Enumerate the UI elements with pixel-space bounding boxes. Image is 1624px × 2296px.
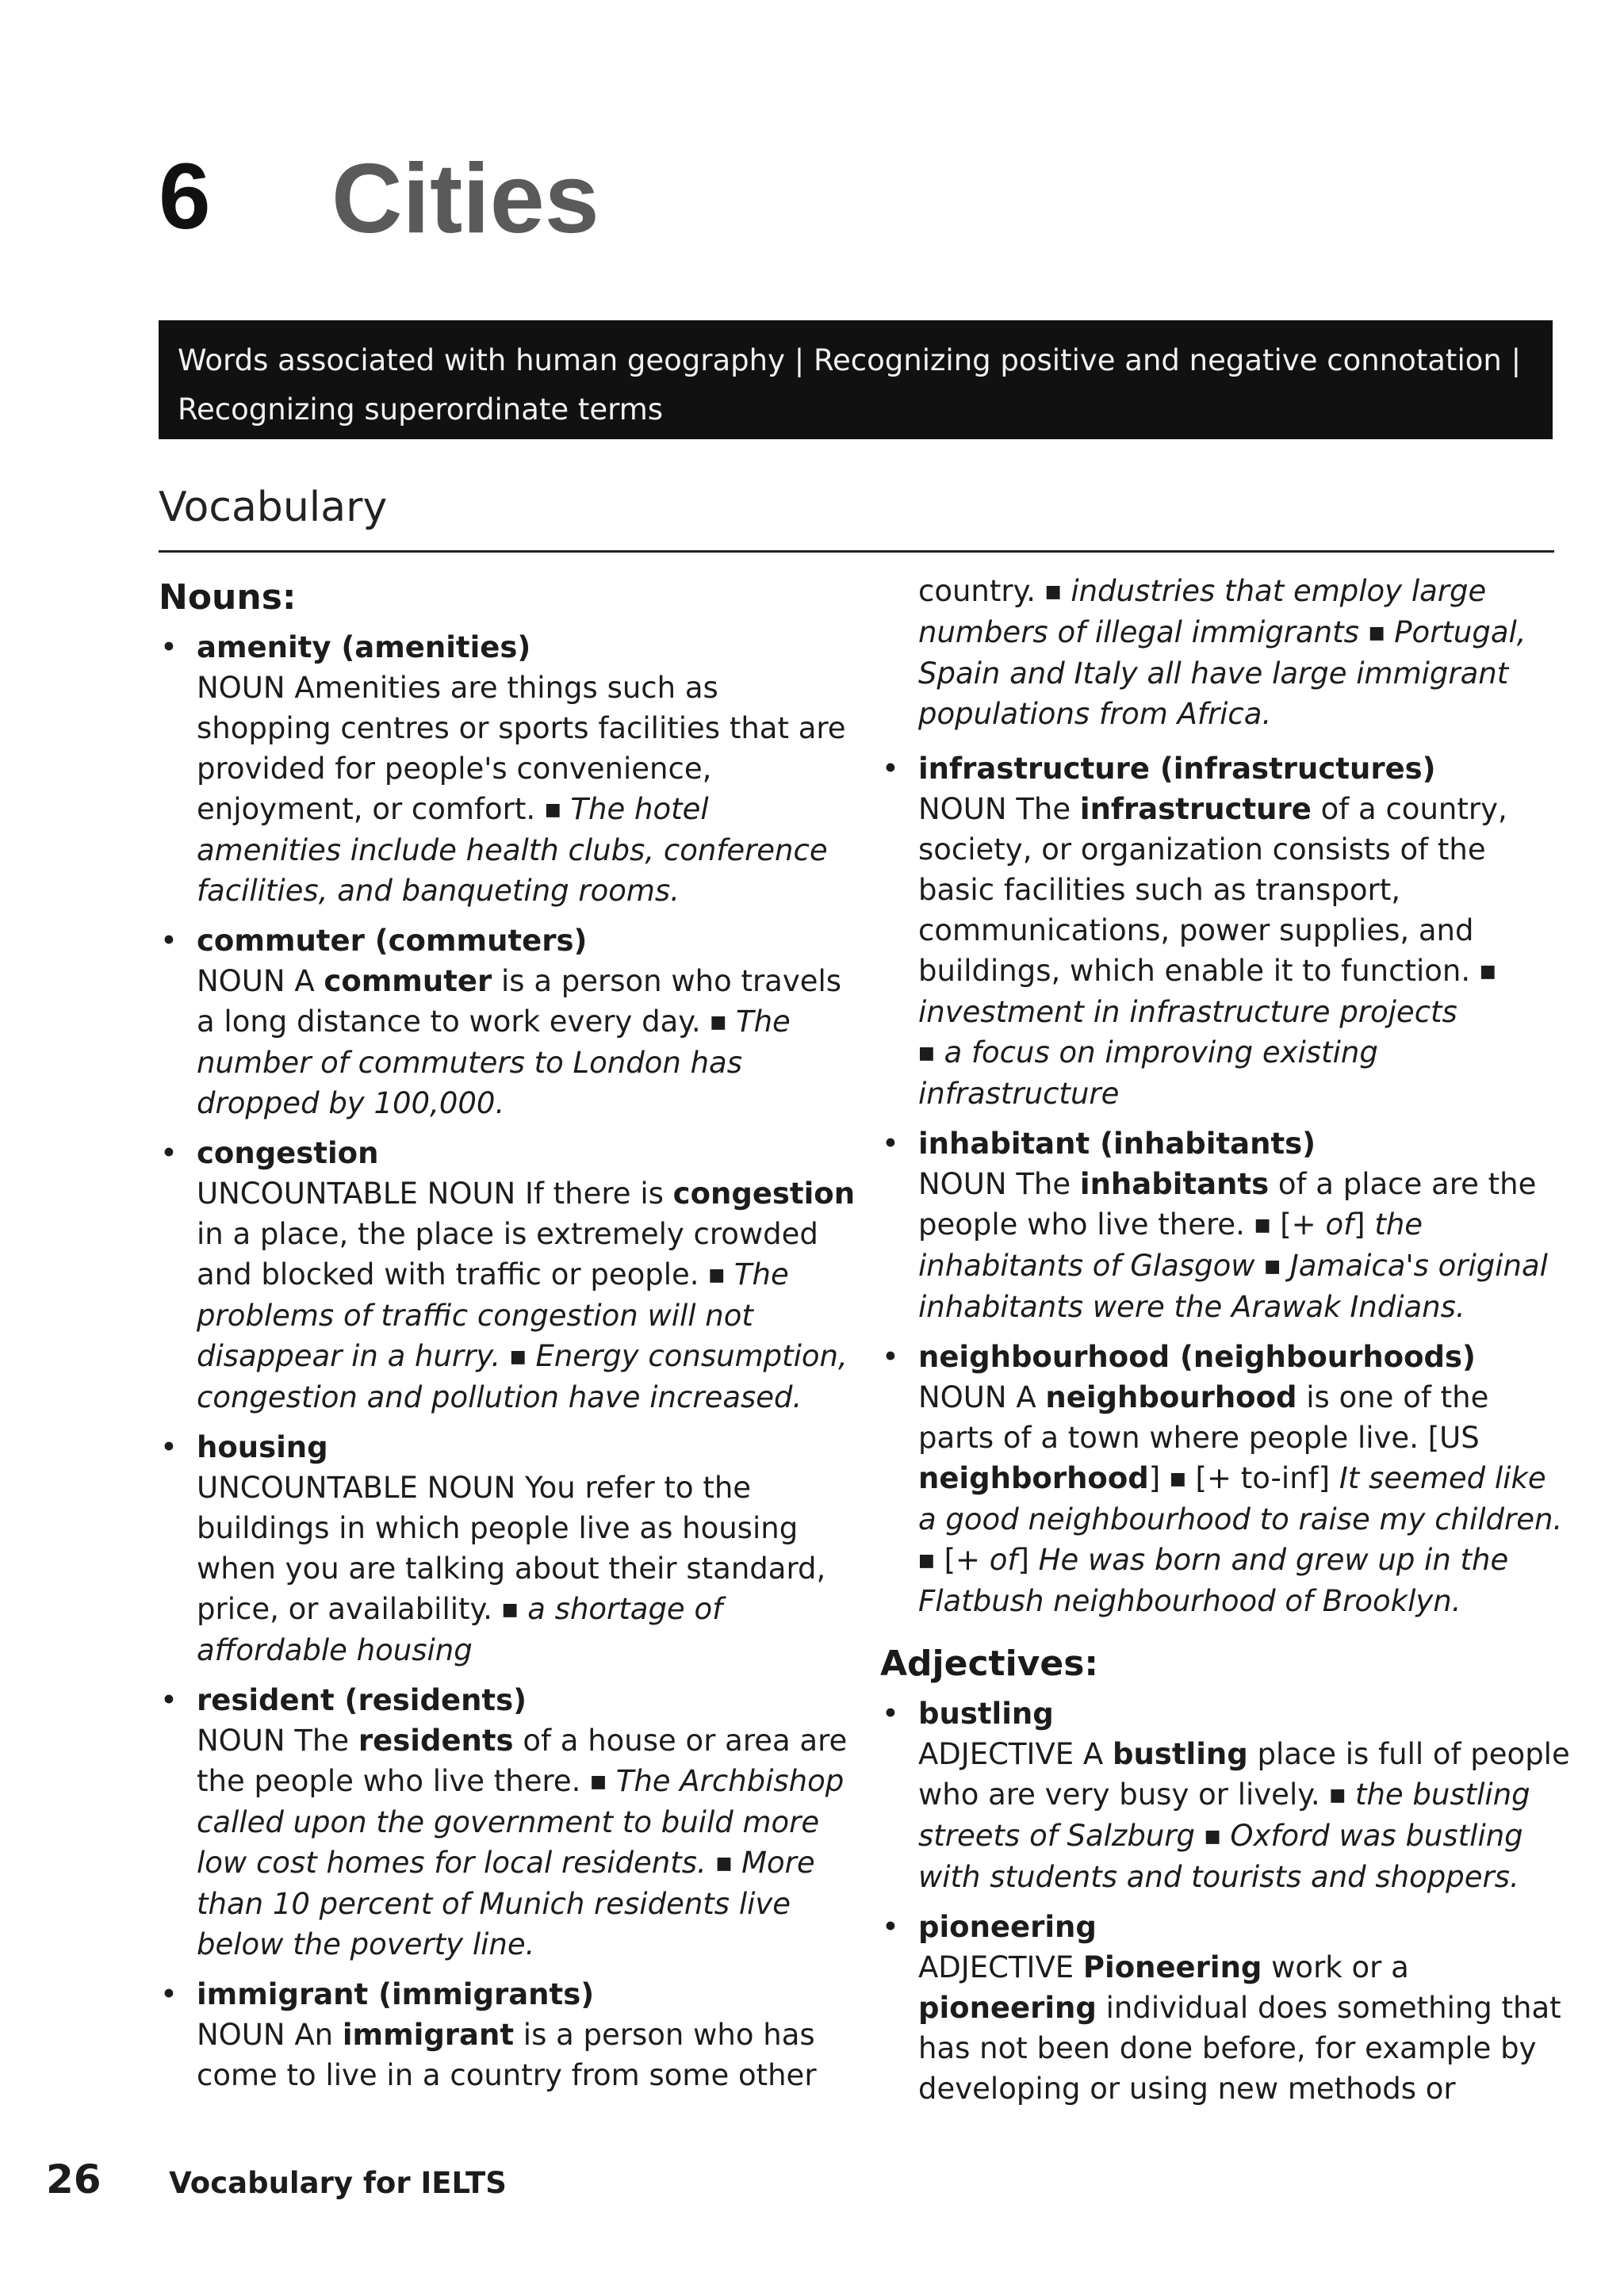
banner-line-2: Recognizing superordinate terms (178, 392, 664, 427)
square-bullet-icon: ■ (501, 1600, 519, 1620)
example: The Archbishop called upon the government to build more low cost homes for local residents. (197, 1764, 845, 1880)
entry-housing (159, 1427, 856, 1670)
example: He was born and grew up in the Flatbush neighbourhood of Brooklyn. (918, 1543, 1509, 1618)
definition: UNCOUNTABLE NOUN You refer to the buildings in which people live as housing when you are talking about their standard, price, or availability. ■ a shortage of affordable housing (197, 1471, 826, 1667)
square-bullet-icon: ■ (1204, 1827, 1221, 1846)
definition: UNCOUNTABLE NOUN If there is congestion in a place, the place is extremely crowded and blocked with traffic or people. ■ The problems of traffic congestion will not disappear in a hurry. ■ Energy consumption, congestion and pollution have increased. (197, 1177, 856, 1414)
left-column (159, 571, 856, 2105)
example: investment in infrastructure projects (918, 995, 1457, 1029)
square-bullet-icon: ■ (1044, 582, 1062, 602)
example: Portugal, Spain and Italy all have large immigrant populations from Africa. (918, 615, 1526, 731)
chapter-title: Cities (331, 144, 599, 254)
headword: inhabitant (inhabitants) (918, 1127, 1316, 1161)
square-bullet-icon: ■ (1169, 1469, 1186, 1489)
bullet-icon: • (160, 1430, 178, 1464)
example: industries that employ large numbers of illegal immigrants (918, 574, 1487, 649)
square-bullet-icon: ■ (1479, 962, 1496, 982)
bullet-icon: • (160, 630, 178, 664)
example: the bustling streets of Salzburg (918, 1777, 1530, 1853)
definition: NOUN A neighbourhood is one of the parts of a town where people live. [US neighborhood] ■ [+ to-inf] It seemed like a good neighbourhood to raise my children. ■ [+ of] He was born and grew up in the Flatbush neighbourhood of Brooklyn. (918, 1380, 1563, 1618)
headword: bustling (918, 1697, 1054, 1731)
banner-line-1: Words associated with human geography | Recognizing positive and negative connotation | (178, 343, 1522, 377)
entry-immigrant-continued: country. ■ industries that employ large numbers of illegal immigrants ■ Portugal, Spain and Italy all have large immigrant populations from Africa. (918, 574, 1526, 731)
entry-resident (159, 1680, 856, 1965)
entry-infrastructure (880, 748, 1570, 1114)
square-bullet-icon: ■ (544, 800, 561, 820)
entry-amenity (159, 627, 856, 911)
bullet-icon: • (160, 1683, 178, 1717)
example: a shortage of affordable housing (197, 1592, 723, 1667)
bullet-icon: • (160, 924, 178, 958)
section-divider (159, 550, 1554, 553)
example: Oxford was bustling with students and tourists and shoppers. (918, 1819, 1523, 1894)
definition: NOUN An immigrant is a person who has come to live in a country from some other (197, 2018, 817, 2092)
entry-bustling (880, 1693, 1570, 1897)
example: The problems of traffic congestion will not disappear in a hurry. (197, 1257, 789, 1373)
grammar-note: [+ of] (944, 1543, 1029, 1577)
bullet-icon: • (160, 1977, 178, 2011)
example: It seemed like a good neighbourhood to raise my children. (918, 1461, 1563, 1536)
adjectives-heading: Adjectives: (880, 1644, 1098, 1684)
square-bullet-icon: ■ (509, 1347, 527, 1367)
headword: commuter (commuters) (197, 924, 588, 958)
definition: NOUN A commuter is a person who travels a long distance to work every day. ■ The number of commuters to London has dropped by 100,000. (197, 964, 842, 1120)
definition: NOUN The infrastructure of a country, society, or organization consists of the basic facilities such as transport, communications, power supplies, and buildings, which enable it to function. ■ investment in infrastructure projects ■ a focus on improving existing infrastructure (918, 792, 1507, 1111)
grammar-note: [+ of] (1280, 1207, 1365, 1242)
headword: amenity (amenities) (197, 630, 531, 664)
example: The hotel amenities include health clubs, conference facilities, and banqueting rooms. (197, 792, 828, 908)
square-bullet-icon: ■ (918, 1551, 935, 1571)
entry-commuter (159, 920, 856, 1123)
square-bullet-icon: ■ (918, 1043, 935, 1063)
grammar-note: [+ to-inf] (1195, 1461, 1331, 1495)
headword: congestion (197, 1136, 379, 1170)
headword: infrastructure (infrastructures) (918, 752, 1436, 786)
square-bullet-icon: ■ (1329, 1785, 1346, 1805)
headword: pioneering (918, 1910, 1097, 1944)
example: Energy consumption, congestion and pollution have increased. (197, 1339, 848, 1414)
nouns-heading: Nouns: (159, 577, 297, 618)
entry-pioneering (880, 1907, 1570, 2109)
example: the inhabitants of Glasgow (918, 1207, 1423, 1283)
bullet-icon: • (882, 752, 899, 786)
headword: neighbourhood (neighbourhoods) (918, 1340, 1476, 1374)
square-bullet-icon: ■ (715, 1854, 733, 1873)
headword: resident (residents) (197, 1683, 527, 1717)
chapter-number: 6 (159, 144, 211, 249)
definition: ADJECTIVE A bustling place is full of people who are very busy or lively. ■ the bustling streets of Salzburg ■ Oxford was bustling with students and tourists and shoppers. (918, 1737, 1570, 1894)
entry-immigrant (159, 1974, 856, 2095)
definition: ADJECTIVE Pioneering work or a pioneering individual does something that has not been done before, for example by developing or using new methods or (918, 1950, 1561, 2106)
example: Jamaica's original inhabitants were the Arawak Indians. (918, 1249, 1548, 1324)
square-bullet-icon: ■ (710, 1012, 727, 1032)
bullet-icon: • (160, 1136, 178, 1170)
entry-inhabitant (880, 1123, 1570, 1327)
definition: NOUN The inhabitants of a place are the people who live there. ■ [+ of] the inhabitants of Glasgow ■ Jamaica's original inhabitants were the Arawak Indians. (918, 1167, 1548, 1324)
page-number: 26 (46, 2156, 102, 2202)
square-bullet-icon: ■ (708, 1265, 726, 1285)
bullet-icon: • (882, 1340, 899, 1374)
topic-banner (159, 320, 1553, 439)
entry-neighbourhood (880, 1337, 1570, 1621)
book-title: Vocabulary for IELTS (169, 2166, 507, 2200)
square-bullet-icon: ■ (1254, 1215, 1271, 1235)
entry-congestion (159, 1133, 856, 1418)
example: a focus on improving existing infrastructure (918, 1035, 1378, 1111)
square-bullet-icon: ■ (1264, 1257, 1281, 1276)
example: The number of commuters to London has dropped by 100,000. (197, 1004, 791, 1120)
bullet-icon: • (882, 1127, 899, 1161)
page-footer (46, 2156, 507, 2202)
bullet-icon: • (882, 1910, 899, 1944)
headword: housing (197, 1430, 328, 1464)
definition: NOUN The residents of a house or area are the people who live there. ■ The Archbishop called upon the government to build more low cost homes for local residents. ■ More than 10 percent of Munich residents live below the poverty line. (197, 1724, 848, 1961)
definition: NOUN Amenities are things such as shopping centres or sports facilities that are provided for people's convenience, enjoyment, or comfort. ■ The hotel amenities include health clubs, conference facilities, and banqueting rooms. (197, 671, 846, 908)
right-column (880, 571, 1570, 2118)
example: More than 10 percent of Munich residents live below the poverty line. (197, 1846, 815, 1961)
section-heading: Vocabulary (159, 484, 388, 531)
square-bullet-icon: ■ (1368, 623, 1385, 643)
bullet-icon: • (882, 1697, 899, 1731)
headword: immigrant (immigrants) (197, 1977, 595, 2011)
square-bullet-icon: ■ (590, 1772, 607, 1792)
